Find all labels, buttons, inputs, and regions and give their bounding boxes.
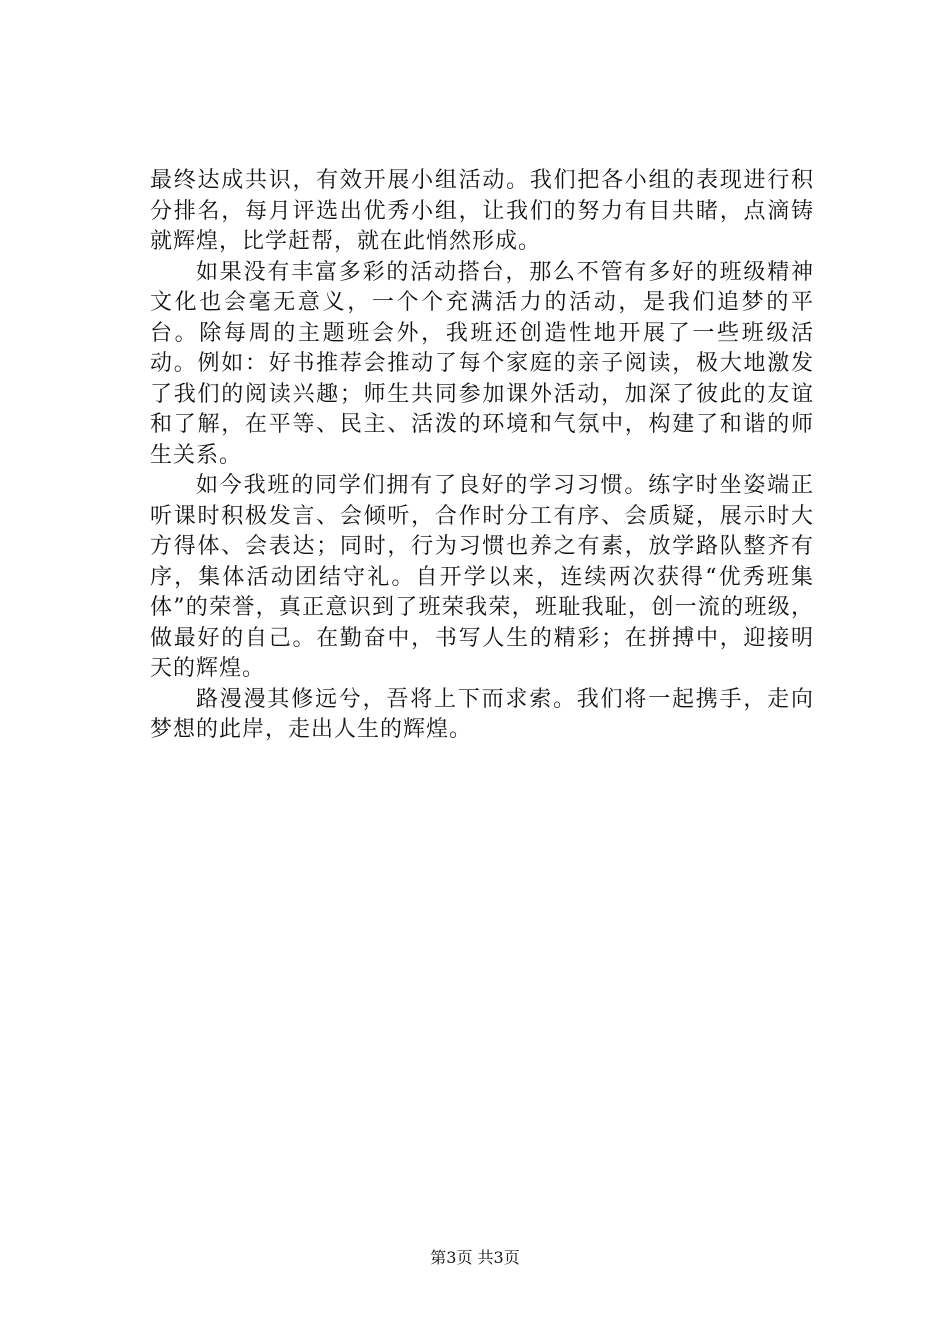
document-body [150, 166, 814, 746]
paragraph-2: 如果没有丰富多彩的活动搭台，那么不管有多好的班级精神文化也会毫无意义，一个个充满活力的活动，是我们追梦的平台。除每周的主题班会外，我班还创造性地开展了一些班级活动。例如：好书推荐会推动了每个家庭的亲子阅读，极大地激发了我们的阅读兴趣；师生共同参加课外活动，加深了彼此的友谊和了解，在平等、民主、活泼的环境和气氛中，构建了和谐的师生关系。 [150, 259, 814, 468]
page-footer: 第3页 共3页 [430, 1248, 520, 1267]
paragraph-3: 如今我班的同学们拥有了良好的学习习惯。练字时坐姿端正听课时积极发言、会倾听，合作时分工有序、会质疑，展示时大方得体、会表达；同时，行为习惯也养之有素，放学路队整齐有序，集体活动团结守礼。自开学以来，连续两次获得“优秀班集体”的荣誉，真正意识到了班荣我荣，班耻我耻，创一流的班级，做最好的自己。在勤奋中，书写人生的精彩；在拼搏中，迎接明天的辉煌。 [150, 473, 814, 681]
paragraph-4: 路漫漫其修远兮，吾将上下而求索。我们将一起携手，走向梦想的此岸，走出人生的辉煌。 [150, 686, 814, 742]
paragraph-1: 最终达成共识，有效开展小组活动。我们把各小组的表现进行积分排名，每月评选出优秀小组，让我们的努力有目共睹，点滴铸就辉煌，比学赶帮，就在此悄然形成。 [150, 168, 814, 254]
